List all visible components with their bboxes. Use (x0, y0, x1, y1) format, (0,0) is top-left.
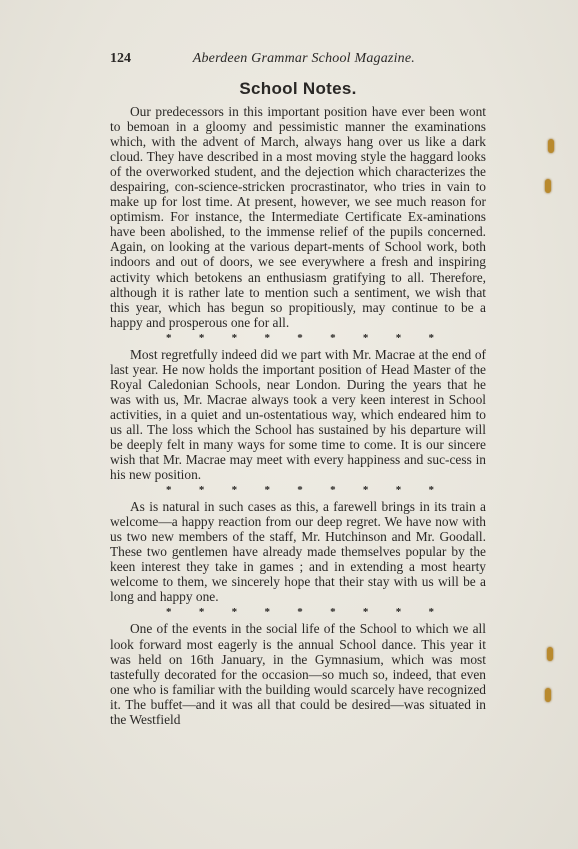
divider-asterisk: * (428, 606, 434, 619)
divider-asterisk: * (264, 606, 270, 619)
divider-asterisk: * (362, 484, 369, 497)
divider-asterisk: * (395, 331, 402, 344)
section-divider (110, 330, 486, 347)
divider-asterisk: * (231, 331, 238, 344)
section-divider (110, 482, 486, 499)
divider-asterisk: * (428, 484, 434, 497)
divider-asterisk: * (166, 331, 172, 344)
divider-asterisk: * (198, 331, 205, 344)
divider-asterisk: * (428, 331, 434, 344)
divider-asterisk: * (330, 606, 336, 619)
divider-asterisk: * (297, 606, 303, 619)
divider-asterisk: * (231, 606, 238, 619)
divider-asterisk: * (264, 484, 270, 497)
section-divider (110, 604, 486, 621)
page-number: 124 (110, 51, 131, 66)
paragraph: One of the events in the social life of the School to which we all look forward most eagerly is the annual School dance. This year it was held on 16th January, in the Gymnasium, which was most tastefully decorated for the occasion—so much so, indeed, that even one who is familiar with the building would scarcely have recognized it. The buffet—and it was all that could be desired—was situated in the Westfield (110, 621, 486, 727)
divider-asterisk: * (264, 331, 270, 344)
divider-asterisk: * (297, 331, 303, 344)
paragraph: As is natural in such cases as this, a farewell brings in its train a welcome—a happy reaction from our deep regret. We have now with us two new members of the staff, Mr. Hutchinson and Mr. Goodall. These two gentlemen have already made themselves popular by the keen interest they take in games ; and in extending a most hearty welcome to them, we sincerely hope that their stay with us will be a long and happy one. (110, 499, 486, 605)
binding-thread-mark (545, 179, 551, 193)
divider-asterisk: * (395, 606, 402, 619)
divider-asterisk: * (330, 331, 336, 344)
divider-asterisk: * (198, 606, 205, 619)
article-body (110, 104, 486, 727)
running-title: Aberdeen Grammar School Magazine. (192, 51, 415, 66)
divider-asterisk: * (395, 484, 402, 497)
binding-thread-mark (548, 139, 554, 153)
divider-asterisk: * (362, 606, 369, 619)
divider-asterisk: * (231, 484, 238, 497)
binding-thread-mark (547, 647, 553, 661)
paragraph: Most regretfully indeed did we part with Mr. Macrae at the end of last year. He now holds the important position of Head Master of the Royal Caledonian Schools, near London. During the years that he was with us, Mr. Macrae always took a very keen interest in School activities, in a quiet and un-ostentatious way, which endeared him to us all. The loss which the School has sustained by his departure will be deeply felt in many ways for some time to come. It is our sincere wish that Mr. Macrae may meet with every happiness and suc-cess in his new position. (110, 346, 486, 483)
divider-asterisk: * (362, 331, 369, 344)
divider-asterisk: * (198, 484, 205, 497)
divider-asterisk: * (166, 484, 172, 497)
section-title: School Notes. (239, 79, 357, 98)
divider-asterisk: * (166, 606, 172, 619)
divider-asterisk: * (330, 484, 336, 497)
paragraph: Our predecessors in this important position have ever been wont to bemoan in a gloomy and pessimistic manner the examinations which, with the advent of March, always hang over us like a dark cloud. They have described in a most moving style the haggard looks of the overworked student, and the dejection which characterizes the despairing, con-science-stricken procrastinator, who tries in vain to make up for lost time. At present, however, we see much reason for optimism. For instance, the Intermediate Certificate Ex-aminations have been abolished, to the immense relief of the pupils concerned. Again, on looking at the various depart-ments of School work, both indoors and out of doors, we see everywhere a fresh and inspiring activity which betokens an enthusiasm gratifying to all. Therefore, although it is rather late to mention such a sentiment, we wish that this year, which has begun so propitiously, may continue to be a happy and prosperous one for all. (110, 104, 486, 330)
binding-thread-mark (545, 688, 551, 702)
running-header (110, 51, 415, 71)
divider-asterisk: * (297, 484, 303, 497)
